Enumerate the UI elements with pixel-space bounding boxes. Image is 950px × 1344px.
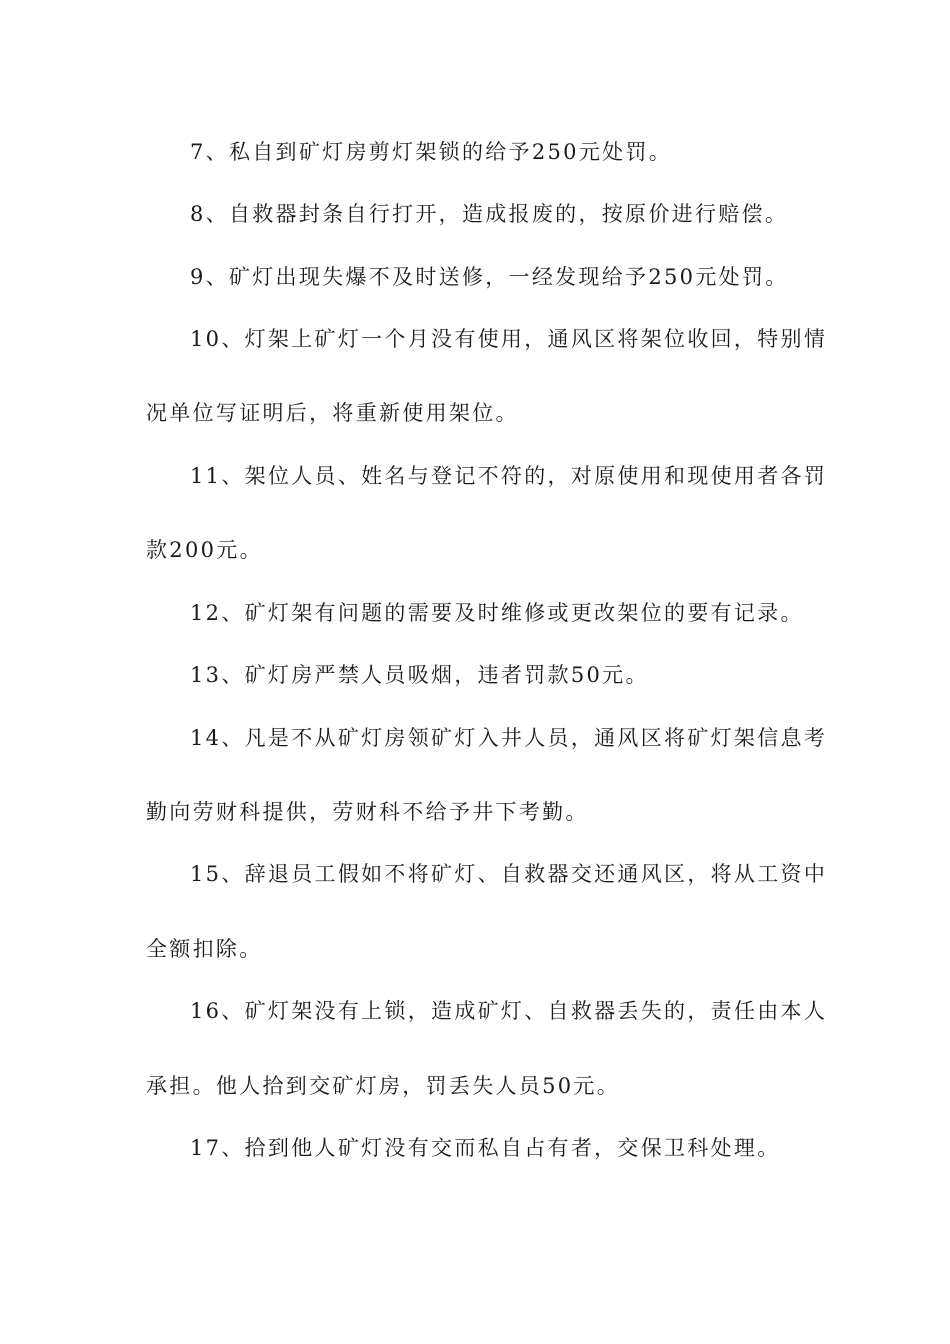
clause-11-line-1: 11、架位人员、姓名与登记不符的，对原使用和现使用者各罚 xyxy=(190,464,828,488)
clause-9: 9、矿灯出现失爆不及时送修，一经发现给予250元处罚。 xyxy=(190,265,789,289)
clause-14-line-2: 勤向劳财科提供，劳财科不给予井下考勤。 xyxy=(146,800,589,824)
clause-10-line-2: 况单位写证明后，将重新使用架位。 xyxy=(146,401,519,425)
clause-7: 7、私自到矿灯房剪灯架锁的给予250元处罚。 xyxy=(190,140,673,164)
clause-12: 12、矿灯架有问题的需要及时维修或更改架位的要有记录。 xyxy=(190,601,804,625)
clause-14-line-1: 14、凡是不从矿灯房领矿灯入井人员，通风区将矿灯架信息考 xyxy=(190,726,828,750)
clause-16-line-2: 承担。他人拾到交矿灯房，罚丢失人员50元。 xyxy=(146,1074,621,1098)
clause-16-line-1: 16、矿灯架没有上锁，造成矿灯、自救器丢失的，责任由本人 xyxy=(190,999,828,1023)
clause-10-line-1: 10、灯架上矿灯一个月没有使用，通风区将架位收回，特别情 xyxy=(190,327,828,351)
clause-15-line-1: 15、辞退员工假如不将矿灯、自救器交还通风区，将从工资中 xyxy=(190,862,828,886)
clause-11-line-2: 款200元。 xyxy=(146,538,263,562)
clause-13: 13、矿灯房严禁人员吸烟，违者罚款50元。 xyxy=(190,663,649,687)
clause-15-line-2: 全额扣除。 xyxy=(146,937,263,961)
clause-17: 17、拾到他人矿灯没有交而私自占有者，交保卫科处理。 xyxy=(190,1136,781,1160)
clause-8: 8、自救器封条自行打开，造成报废的，按原价进行赔偿。 xyxy=(190,202,789,226)
